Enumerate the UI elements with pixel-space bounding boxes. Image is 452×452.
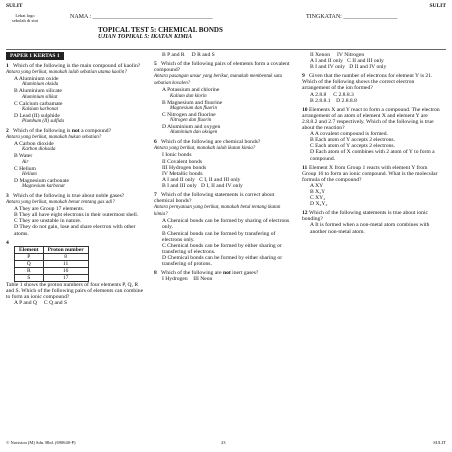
column-1 bbox=[6, 52, 146, 310]
question: 2 Which of the following is not a compound? Antara yang berikut, manakah bukan sebatian? A Carbon dioxide Karbon dioksida B Water Air C Helium Helium D Magnesium carbonate Magnesium karbonat bbox=[6, 128, 112, 189]
question: 8 Which of the following are not inert gases? I Hydrogen III Neon bbox=[154, 270, 259, 283]
sulit-footer: SULIT bbox=[433, 440, 446, 445]
question: 9 Given that the number of electrons for element Y is 21. Which of the following shows the correct electron arrangement of the ion formed? A 2.8.8 C 2.8.8.3 B 2.8.8.1 D 2.8.8.8 bbox=[302, 73, 433, 104]
question: 11 Element X from Group 1 reacts with element Y from Group 16 to form an ionic compound. What is the molecular formula of the compound? A XY B X₂Y C XY₂ D X₂Y₂ bbox=[302, 164, 438, 208]
logo-placeholder: Lekat logo sekolah di sini bbox=[12, 13, 38, 23]
question: 5 Which of the following pairs of elements form a covalent compound? Antara pasangan unsur yang berikut, manakah membentuk satu sebatian kovalen? A Potassium and chlorine Kalium dan klorin B Magnesium and fluorine Magnesium dan fluorin C Nitrogen and fluorine Nitrogen dan fluorin D Aluminium and oxygen Aluminium dan oksigen bbox=[154, 61, 290, 136]
question: 7 Which of the following statements is correct about chemical bonds? Antara pernyataan yang berikut, manakah betul tentang ikatan kimia? A Chemical bonds can be formed by sharing of electrons only. B Chemical bonds can be formed by transfering of electrons only. C Chemical bonds can be formed by either sharing or transfering of electrons. D Chemical bonds can be formed by either sharing or transfering of protons. bbox=[154, 191, 290, 267]
question: 10Elements X and Y react to form a compound. The electron arrangement of an atom of element X and element Y are 2.8.8.2 and 2.7 respectively. Which of the following is true about the reaction? A A covalent compound is formed. B Each atom of Y accepts 2 electrons. C Each atom of Y accepts 2 electrons. D Each atom of X combines with 2 atom of Y to form a compound. bbox=[302, 106, 440, 162]
question: 6 Which of the following are chemical bonds? Antara yang berikut, manakah ialah ikatan kimia? I Ionic bonds II Covalent bonds III Hydrogen bonds IV Metallic bonds A I and II only C I, II and III only B I and III only D I, II and IV only bbox=[154, 139, 261, 189]
name-field[interactable]: NAMA : ________________________________________ bbox=[70, 14, 213, 20]
column-3: II Xenon IV Nitrogen A I and II only C II and III only B I and IV only D II and IV only 9 Given that the number of electrons for element Y is 21. Which of the following shows the correct electron arrangement of the ion formed? A 2.8.8 C 2.8.8.3 B 2.8.8.1 D 2.8.8.8 10Elements X and Y react to form a compound. The electron arrangement of an atom of element X and element Y are 2.8.8.2 and 2.7 respectively. Which of the following is true about the reaction? A A covalent compound is formed. B Each atom of Y accepts 2 electrons. C Each atom of Y accepts 2 electrons. D Each atom of X combines with 2 atom of Y to form a compound. 11 Element X from Group 1 reacts with element Y from Group 16 to form an ionic compound. What is the molecular formula of the compound? A XY B X₂Y C XY₂ D X₂Y₂ 12Which of the following statements is true about ionic bonding? A It is formed when a non-metal atom combines with another non-metal atom. bbox=[302, 52, 442, 238]
divider bbox=[6, 49, 446, 50]
form-field[interactable]: TINGKATAN: __________________ bbox=[306, 14, 398, 20]
question: 3 Which of the following is true about noble gases? Antara yang berikut, manakah benar tentang gas adi? A They are Group 17 elements. B They all have eight electrons in their outermost shell. C They are unstable in nature. D They do not gain, lose and share electron with other atoms. bbox=[6, 192, 139, 237]
copyright: © Navision (M) Sdn. Bhd. (690640-P) bbox=[6, 440, 76, 445]
page-number: 23 bbox=[221, 440, 226, 445]
page-header bbox=[6, 3, 446, 47]
column-2: B P and R D R and S 5 Which of the following pairs of elements form a covalent compound? Antara pasangan unsur yang berikut, manakah membentuk satu sebatian kovalen? A Potassium and chlorine Kalium dan klorin B Magnesium and fluorine Magnesium dan fluorin C Nitrogen and fluorine Nitrogen dan fluorin D Aluminium and oxygen Aluminium dan oksigen 6 Which of the following are chemical bonds? Antara yang berikut, manakah ialah ikatan kimia? I Ionic bonds II Covalent bonds III Hydrogen bonds IV Metallic bonds A I and II only C I, II and III only B I and III only D I, II and IV only 7 Which of the following statements is correct about chemical bonds? Antara pernyataan yang berikut, manakah betul tentang ikatan kimia? A Chemical bonds can be formed by sharing of electrons only. B Chemical bonds can be formed by transfering of electrons only. C Chemical bonds can be formed by either sharing or transfering of electrons. D Chemical bonds can be formed by either sharing or transfering of protons. 8 Which of the following are not inert gases? I Hydrogen III Neon bbox=[154, 52, 294, 285]
paper-badge: PAPER 1 KERTAS 1 bbox=[6, 52, 64, 60]
question: 4 Element Proton number P 8 Q 11 R 16 S 17 Table 1 shows the proton numbers of four elements P, Q, R and S. Which of the following pairs of elements can combine to form an ionic compound? A P and Q C Q and S bbox=[6, 239, 144, 307]
question: 12Which of the following statements is true about ionic bonding? A It is formed when a non-metal atom combines with another non-metal atom. bbox=[302, 210, 430, 235]
page-subtitle: UJIAN TOPIKAL 5: IKATAN KIMIA bbox=[98, 34, 193, 40]
table-1: Element Proton number P 8 Q 11 R 16 S 17 bbox=[14, 246, 89, 282]
sulit-label: SULIT bbox=[6, 3, 23, 9]
question: 1 Which of the following is the main compound of kaolin? Antara yang berikut, manakah ialah sebatian utama kaolin? A Aluminium oxide Aluminium oksida B Aluminium silicate Aluminium silikat C Calcium carbamate Kalsium karbonat D Lead (II) sulphide Plumbum (II) sulfida bbox=[6, 63, 141, 124]
sulit-label-right: SULIT bbox=[429, 3, 446, 9]
page-title: TOPICAL TEST 5: CHEMICAL BONDS bbox=[98, 26, 223, 34]
